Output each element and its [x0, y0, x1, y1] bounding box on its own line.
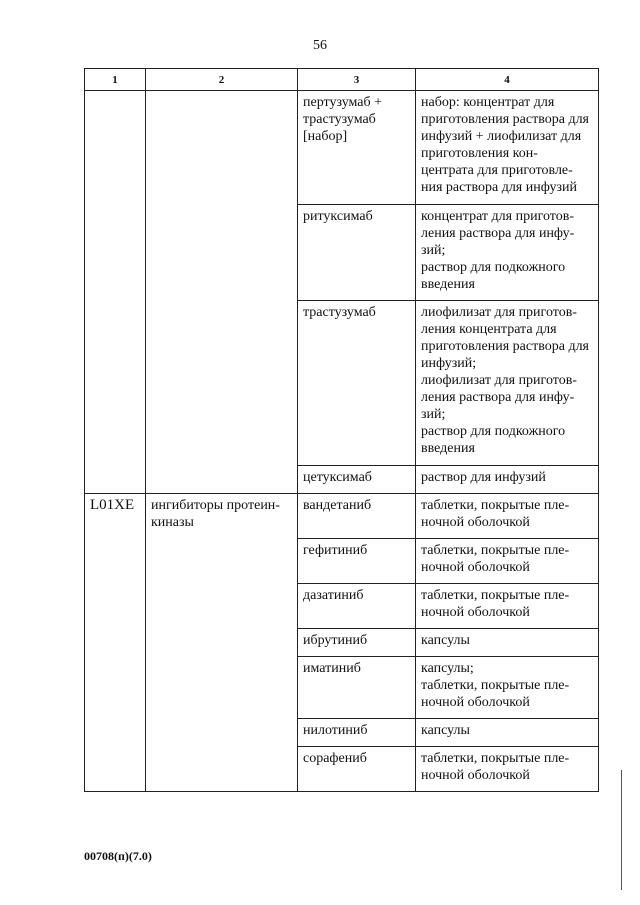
table-row: [85, 494, 599, 539]
page-number: 56: [313, 38, 327, 53]
drug-name-cell: трастузумаб: [298, 301, 416, 466]
dosage-form-cell: концентрат для приготов- ления раствора для инфу- зий; раствор для подкожного введения: [416, 205, 599, 301]
scan-margin-line: [621, 770, 622, 890]
document-code: 00708(п)(7.0): [84, 849, 152, 863]
dosage-form-cell: таблетки, покрытые пле- ночной оболочкой: [416, 584, 599, 629]
header-col-2: 2: [146, 69, 298, 91]
drug-name-cell: гефитиниб: [298, 539, 416, 584]
dosage-form-cell: капсулы; таблетки, покрытые пле- ночной оболочкой: [416, 657, 599, 719]
drug-name-cell: ибрутиниб: [298, 629, 416, 657]
dosage-form-cell: таблетки, покрытые пле- ночной оболочкой: [416, 494, 599, 539]
atc-code-cell-empty: [85, 91, 146, 494]
dosage-form-cell: набор: концентрат для приготовления раствора для инфузий + лиофилизат для приготовления кон- центрата для приготовле- ния раствора для инфузий: [416, 91, 599, 205]
table-header-row: [85, 69, 599, 91]
group-name-cell-empty: [146, 91, 298, 494]
dosage-form-cell: лиофилизат для приготов- ления концентрата для приготовления раствора для инфузий; лиофилизат для приготов- ления раствора для инфу- зий; раствор для подкожного введения: [416, 301, 599, 466]
table-row: [85, 91, 599, 205]
dosage-form-cell: таблетки, покрытые пле- ночной оболочкой: [416, 747, 599, 792]
dosage-form-cell: капсулы: [416, 719, 599, 747]
drug-name-cell: вандетаниб: [298, 494, 416, 539]
dosage-form-cell: капсулы: [416, 629, 599, 657]
atc-code-cell: L01XE: [85, 494, 146, 792]
drug-name-cell: ритуксимаб: [298, 205, 416, 301]
drug-name-cell: сорафениб: [298, 747, 416, 792]
header-col-3: 3: [298, 69, 416, 91]
dosage-form-cell: раствор для инфузий: [416, 466, 599, 494]
group-name-cell: ингибиторы протеин- киназы: [146, 494, 298, 792]
header-col-1: 1: [85, 69, 146, 91]
drug-name-cell: дазатиниб: [298, 584, 416, 629]
drug-name-cell: цетуксимаб: [298, 466, 416, 494]
drug-name-cell: пертузумаб + трастузумаб [набор]: [298, 91, 416, 205]
drug-table: [84, 68, 599, 792]
dosage-form-cell: таблетки, покрытые пле- ночной оболочкой: [416, 539, 599, 584]
drug-name-cell: иматиниб: [298, 657, 416, 719]
drug-name-cell: нилотиниб: [298, 719, 416, 747]
header-col-4: 4: [416, 69, 599, 91]
